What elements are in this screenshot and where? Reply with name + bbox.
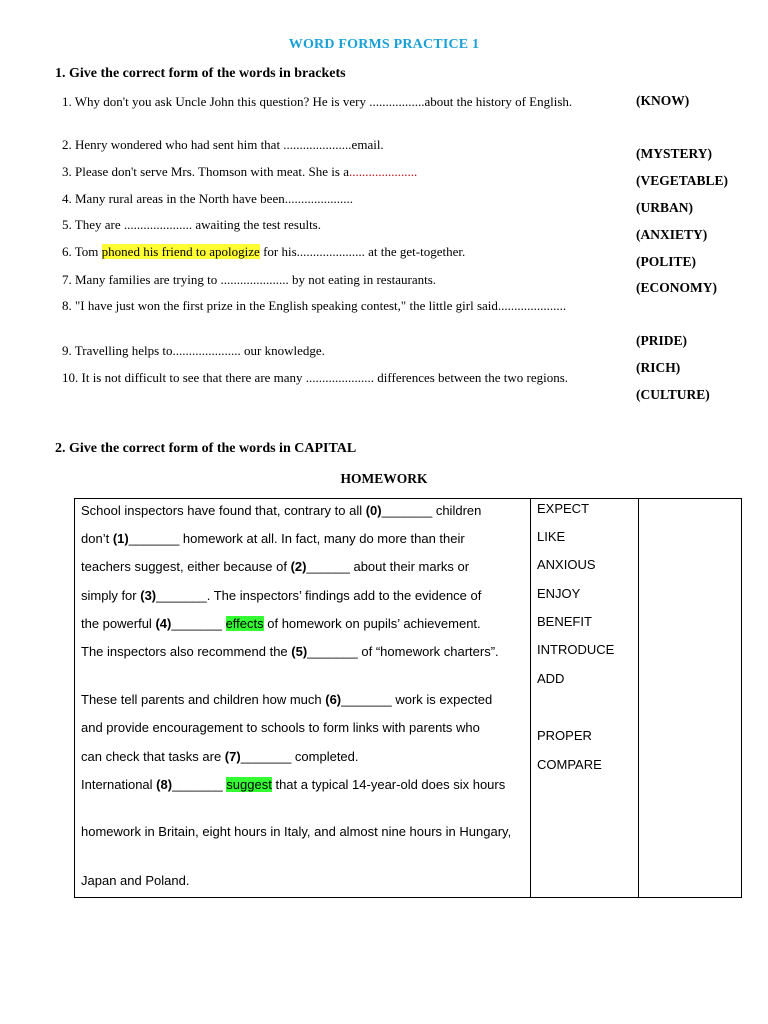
homework-table	[74, 498, 742, 898]
answer-hint-10: (CULTURE)	[636, 387, 710, 402]
keyword: COMPARE	[537, 757, 602, 772]
keyword: ENJOY	[537, 586, 581, 601]
passage-line: homework in Britain, eight hours in Italy, and almost nine hours in Hungary,	[81, 824, 512, 839]
passage-text: can check that tasks are	[81, 749, 225, 764]
passage-text: _______ of “homework charters”.	[307, 644, 499, 659]
gap-number: (0)	[365, 503, 382, 518]
passage-text: _______ homework at all. In fact, many do more than their	[128, 531, 465, 546]
passage-text: _______ completed.	[240, 749, 359, 764]
passage-text: _______	[171, 616, 226, 631]
question-5: 5. They are ..................... awaiting the test results.	[62, 217, 321, 232]
passage-line	[81, 529, 521, 548]
column-divider	[530, 499, 531, 897]
gap-number: (8)	[156, 777, 173, 792]
passage-line	[81, 690, 521, 709]
answer-hint-3: (VEGETABLE)	[636, 173, 729, 188]
answer-hint-9: (RICH)	[636, 360, 681, 375]
gap-number: (2)	[290, 559, 307, 574]
question-2: 2. Henry wondered who had sent him that .....................email.	[62, 137, 384, 152]
passage-line	[81, 747, 521, 766]
passage-line	[81, 586, 521, 605]
passage-line	[81, 614, 521, 633]
passage-text: simply for	[81, 588, 141, 603]
passage-line	[81, 501, 521, 520]
gap-number: (1)	[112, 531, 129, 546]
keyword: BENEFIT	[537, 614, 592, 629]
passage-text: The inspectors also recommend the	[81, 644, 292, 659]
passage-text: of homework on pupils’ achievement.	[263, 616, 481, 631]
question-4: 4. Many rural areas in the North have been.....................	[62, 191, 353, 206]
question-6-post: for his..................... at the get-together.	[259, 244, 466, 259]
passage-text: the powerful	[81, 616, 156, 631]
answer-hint-5: (ANXIETY)	[636, 227, 708, 242]
passage-line: and provide encouragement to schools to form links with parents who	[81, 720, 480, 735]
question-8: 8. "I have just won the first prize in the English speaking contest," the little girl said.....................	[62, 298, 567, 313]
answer-hint-7: (ECONOMY)	[636, 280, 717, 295]
gap-number: (7)	[224, 749, 241, 764]
keyword: EXPECT	[537, 501, 590, 516]
keyword: PROPER	[537, 728, 592, 743]
gap-number: (6)	[325, 692, 342, 707]
passage-line: Japan and Poland.	[81, 873, 190, 888]
passage-line	[81, 775, 521, 794]
question-6-pre: 6. Tom	[62, 244, 102, 259]
passage-text: ______ about their marks or	[306, 559, 470, 574]
passage-text: _______ work is expected	[341, 692, 493, 707]
question-7: 7. Many families are trying to ..................... by not eating in restaurants.	[62, 272, 437, 287]
question-3-text: 3. Please don't serve Mrs. Thomson with meat. She is a	[62, 164, 349, 179]
passage-text: _______. The inspectors’ findings add to the evidence of	[156, 588, 482, 603]
question-10: 10. It is not difficult to see that there are many ..................... differences between the two regions.	[62, 370, 569, 385]
answer-hint-1: (KNOW)	[636, 93, 690, 108]
passage-line	[81, 642, 521, 661]
keyword: INTRODUCE	[537, 642, 615, 657]
gap-number: (5)	[291, 644, 308, 659]
passage-text: _______ children	[381, 503, 482, 518]
keyword: LIKE	[537, 529, 566, 544]
highlighted-word: suggest	[226, 777, 272, 792]
passage-line	[81, 557, 521, 576]
answer-hint-4: (URBAN)	[636, 200, 693, 215]
passage-text: don’t	[81, 531, 113, 546]
question-3	[62, 163, 622, 180]
column-divider	[638, 499, 639, 897]
passage-text: School inspectors have found that, contrary to all	[81, 503, 366, 518]
keyword: ADD	[537, 671, 565, 686]
question-1: 1. Why don't you ask Uncle John this question? He is very .................about the history of English.	[62, 94, 573, 109]
question-9: 9. Travelling helps to..................... our knowledge.	[62, 343, 325, 358]
highlighted-phrase: phoned his friend to apologize	[101, 244, 260, 259]
passage-text: These tell parents and children how much	[81, 692, 326, 707]
passage-text: _______	[172, 777, 227, 792]
answer-hint-2: (MYSTERY)	[636, 146, 713, 161]
keyword: ANXIOUS	[537, 557, 596, 572]
gap-number: (3)	[140, 588, 157, 603]
section2-heading: 2. Give the correct form of the words in CAPITAL	[55, 441, 357, 456]
answer-hint-8: (PRIDE)	[636, 333, 687, 348]
passage-text: International	[81, 777, 157, 792]
passage-title: HOMEWORK	[340, 471, 428, 486]
question-3-gap: .....................	[348, 164, 418, 179]
section1-heading: 1. Give the correct form of the words in brackets	[55, 66, 346, 81]
passage-text: teachers suggest, either because of	[81, 559, 291, 574]
gap-number: (4)	[155, 616, 172, 631]
highlighted-word: effects	[225, 616, 264, 631]
question-6	[62, 243, 622, 260]
answer-hint-6: (POLITE)	[636, 254, 697, 269]
page-title: WORD FORMS PRACTICE 1	[288, 37, 480, 52]
passage-text: that a typical 14-year-old does six hours	[271, 777, 506, 792]
